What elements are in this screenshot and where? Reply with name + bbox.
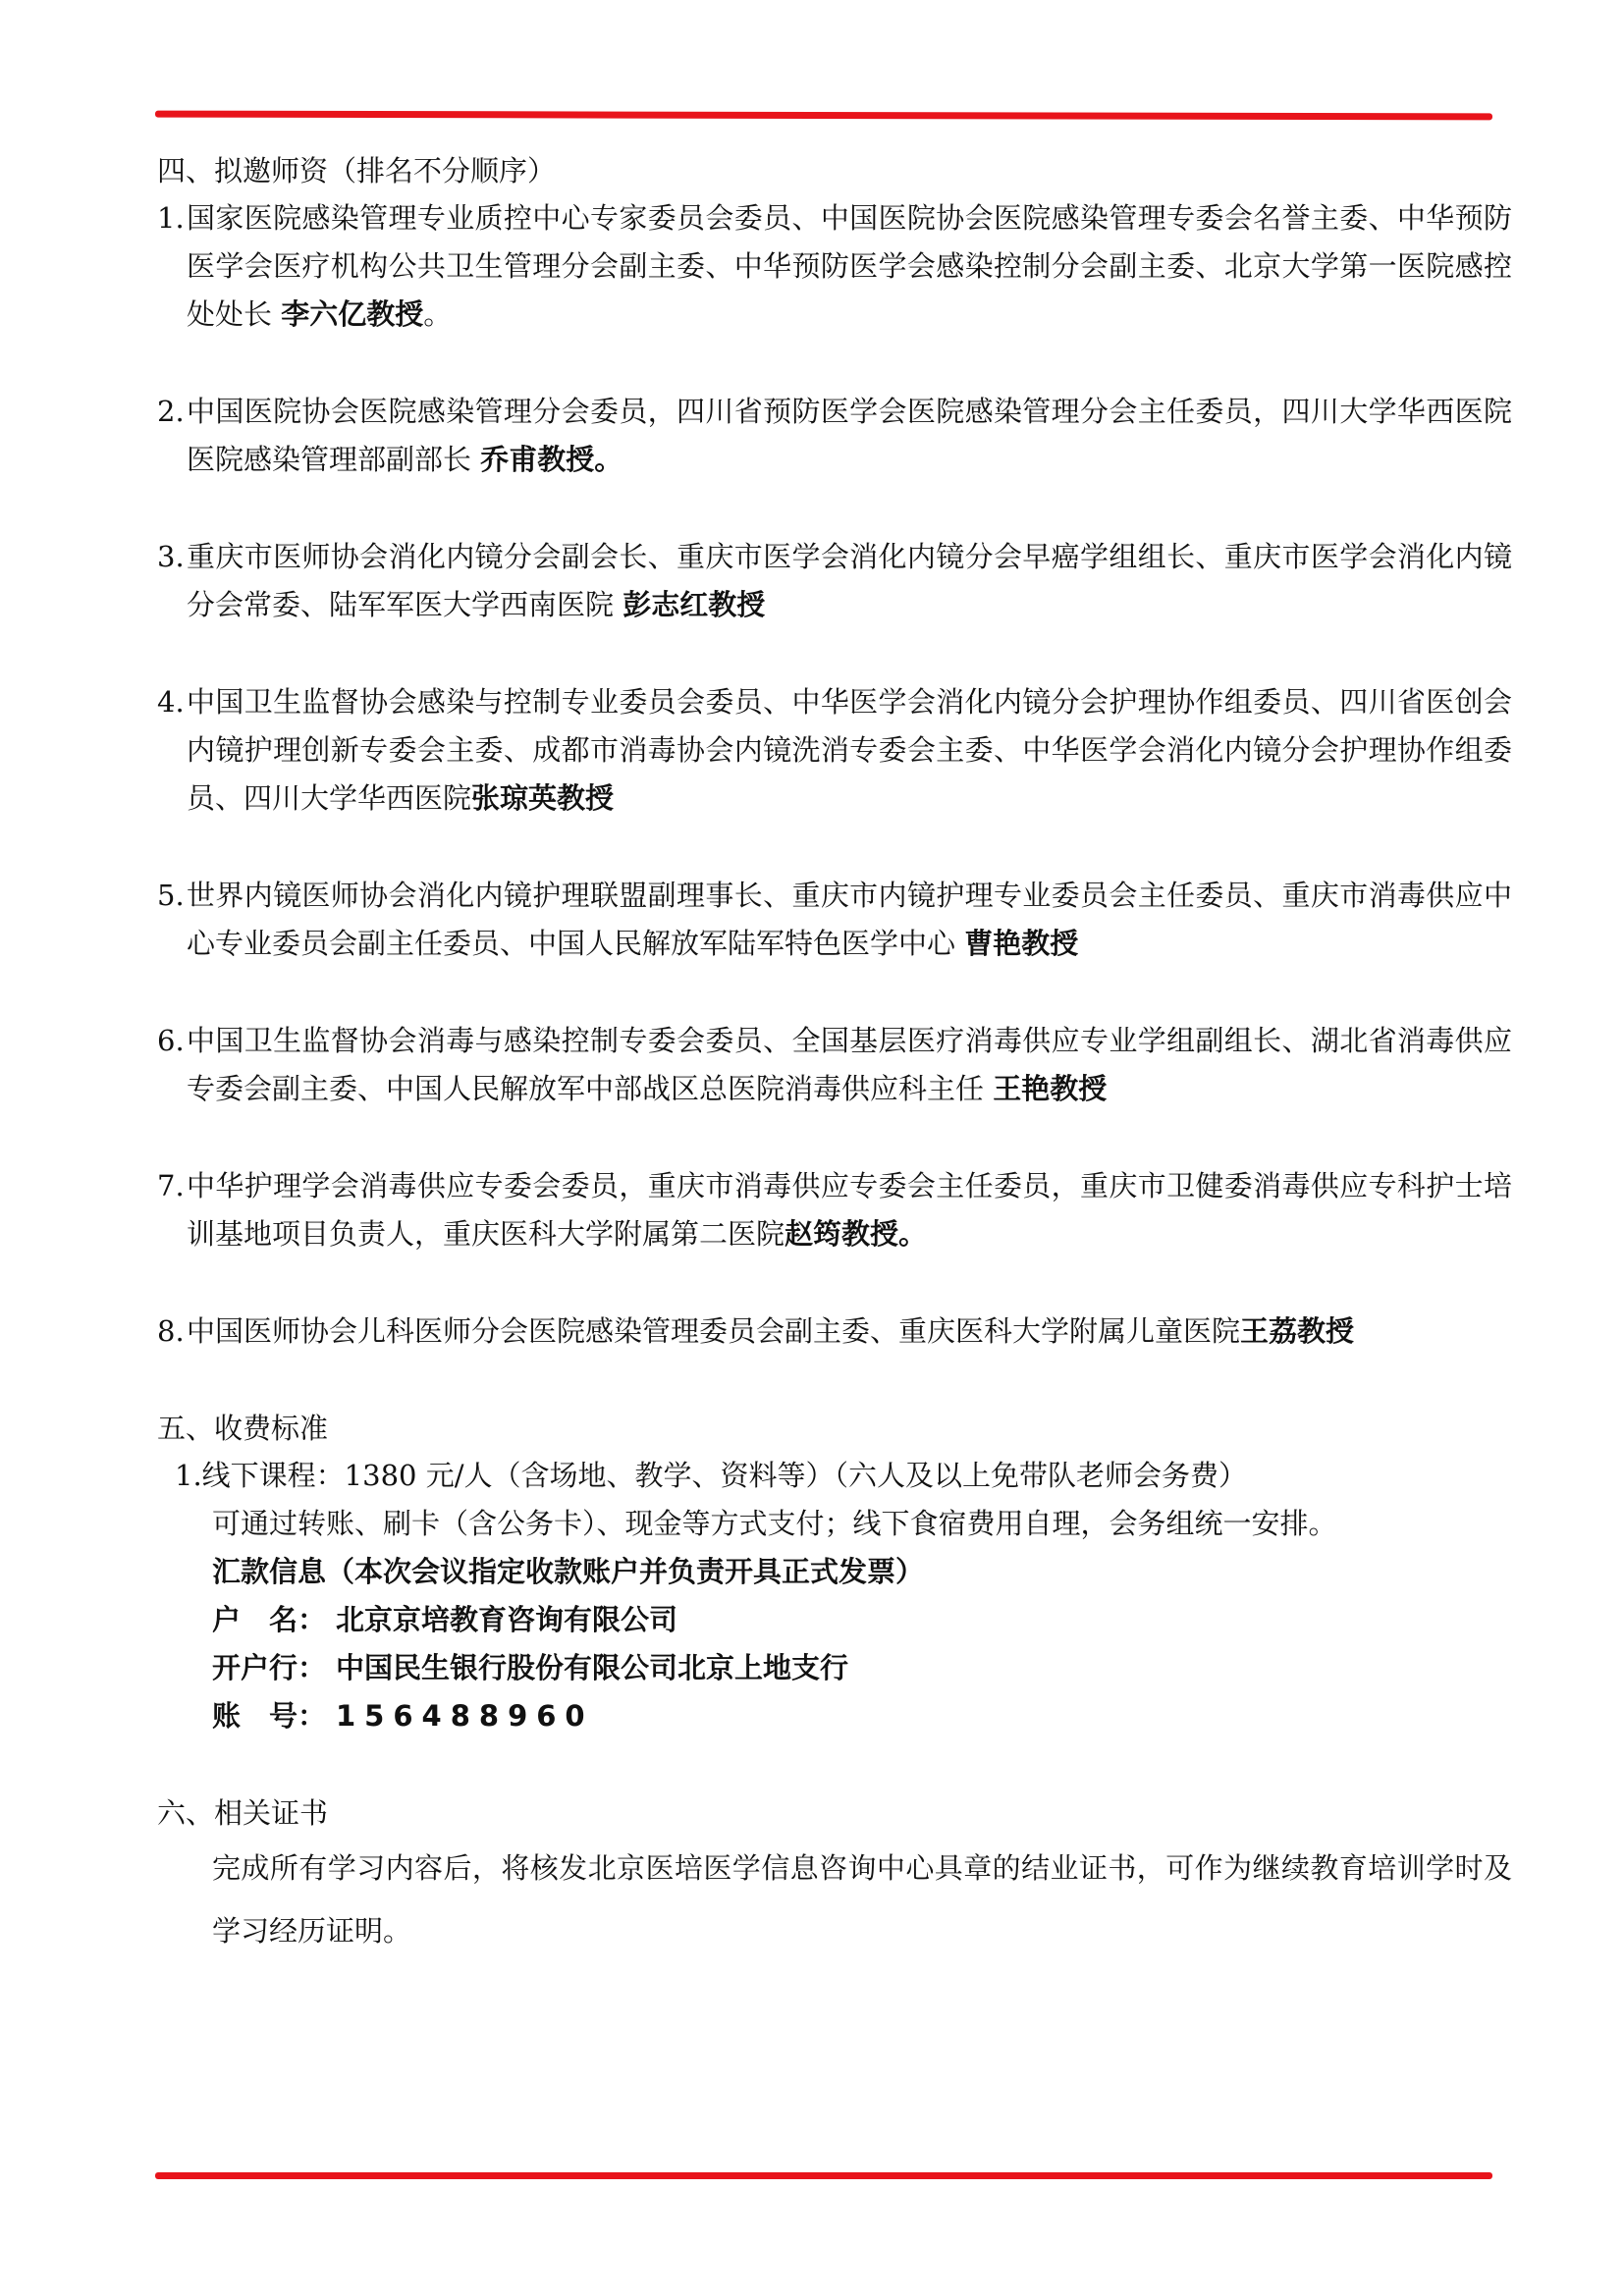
fee-payment-line: 可通过转账、刷卡（含公务卡）、现金等方式支付；线下食宿费用自理，会务组统一安排。 (212, 1507, 1337, 1540)
remittance-title: 汇款信息（本次会议指定收款账户并负责开具正式发票） (212, 1555, 925, 1588)
faculty-number: 7. (157, 1169, 185, 1202)
faculty-name: 王艳教授 (993, 1072, 1108, 1105)
section-4-heading: 四、拟邀师资（排名不分顺序） (157, 154, 557, 187)
bank-value: 中国民生银行股份有限公司北京上地支行 (336, 1651, 849, 1684)
faculty-name: 彭志红教授 (623, 588, 766, 621)
faculty-name: 王荔教授 (1240, 1314, 1355, 1348)
faculty-number: 1. (157, 201, 185, 235)
faculty-item (157, 872, 1512, 968)
faculty-item (157, 194, 1512, 339)
faculty-name: 曹艳教授 (964, 927, 1079, 960)
faculty-item (157, 533, 1512, 629)
account-name-row (157, 1596, 1512, 1644)
fee-course-line: 1.线下课程：1380 元/人（含场地、教学、资料等）（六人及以上免带队老师会务费） (175, 1459, 1247, 1492)
account-number-value: 156488960 (336, 1699, 594, 1733)
faculty-number: 8. (157, 1314, 185, 1348)
faculty-description: 中国卫生监督协会感染与控制专业委员会委员、中华医学会消化内镜分会护理协作组委员、四川省医创会内镜护理创新专委会主委、成都市消毒协会内镜洗消专委会主委、中华医学会消化内镜分会护理协作组委员、四川大学华西医院 (187, 685, 1512, 815)
faculty-item (157, 1308, 1512, 1356)
faculty-name: 赵筠教授。 (785, 1217, 928, 1251)
faculty-number: 6. (157, 1024, 185, 1057)
faculty-description: 中国卫生监督协会消毒与感染控制专委会委员、全国基层医疗消毒供应专业学组副组长、湖北省消毒供应专委会副主委、中国人民解放军中部战区总医院消毒供应科主任 (187, 1024, 1512, 1105)
faculty-number: 5. (157, 879, 185, 912)
faculty-description: 中国医院协会医院感染管理分会委员，四川省预防医学会医院感染管理分会主任委员，四川大学华西医院医院感染管理部副部长 (187, 395, 1512, 476)
faculty-name: 李六亿教授 (281, 297, 424, 331)
faculty-number: 2. (157, 395, 185, 428)
faculty-number: 4. (157, 685, 185, 719)
faculty-name: 张琼英教授 (471, 781, 615, 815)
faculty-description: 中华护理学会消毒供应专委会委员，重庆市消毒供应专委会主任委员，重庆市卫健委消毒供应专科护士培训基地项目负责人，重庆医科大学附属第二医院 (187, 1169, 1512, 1251)
faculty-description: 世界内镜医师协会消化内镜护理联盟副理事长、重庆市内镜护理专业委员会主任委员、重庆市消毒供应中心专业委员会副主任委员、中国人民解放军陆军特色医学中心 (187, 879, 1512, 960)
faculty-item (157, 1017, 1512, 1113)
bank-row (157, 1644, 1512, 1692)
footer-red-rule (155, 2172, 1492, 2179)
faculty-description: 重庆市医师协会消化内镜分会副会长、重庆市医学会消化内镜分会早癌学组组长、重庆市医学会消化内镜分会常委、陆军军医大学西南医院 (187, 540, 1512, 621)
account-name-value: 北京京培教育咨询有限公司 (336, 1603, 678, 1636)
bank-label: 开户行： (212, 1651, 327, 1684)
faculty-item (157, 388, 1512, 484)
account-number-label: 账 号： (212, 1699, 327, 1733)
document-body (157, 147, 1512, 1962)
faculty-number: 3. (157, 540, 185, 573)
section-5-heading: 五、收费标准 (157, 1412, 329, 1445)
faculty-tail: 。 (423, 297, 453, 331)
faculty-list (157, 194, 1512, 1356)
header-red-rule (155, 111, 1492, 121)
faculty-item (157, 678, 1512, 823)
fee-block (157, 1452, 1512, 1740)
faculty-description: 国家医院感染管理专业质控中心专家委员会委员、中国医院协会医院感染管理专委会名誉主委、中华预防医学会医疗机构公共卫生管理分会副主委、中华预防医学会感染控制分会副主委、北京大学第一医院感控处处长 (187, 201, 1512, 331)
faculty-item (157, 1162, 1512, 1258)
faculty-name: 乔甫教授。 (480, 443, 623, 476)
account-number-row (157, 1692, 1512, 1740)
section-6-heading: 六、相关证书 (157, 1796, 329, 1830)
account-name-label: 户 名： (212, 1603, 327, 1636)
faculty-description: 中国医师协会儿科医师分会医院感染管理委员会副主委、重庆医科大学附属儿童医院 (187, 1314, 1241, 1348)
certificate-text: 完成所有学习内容后，将核发北京医培医学信息咨询中心具章的结业证书，可作为继续教育培训学时及学习经历证明。 (212, 1851, 1512, 1948)
